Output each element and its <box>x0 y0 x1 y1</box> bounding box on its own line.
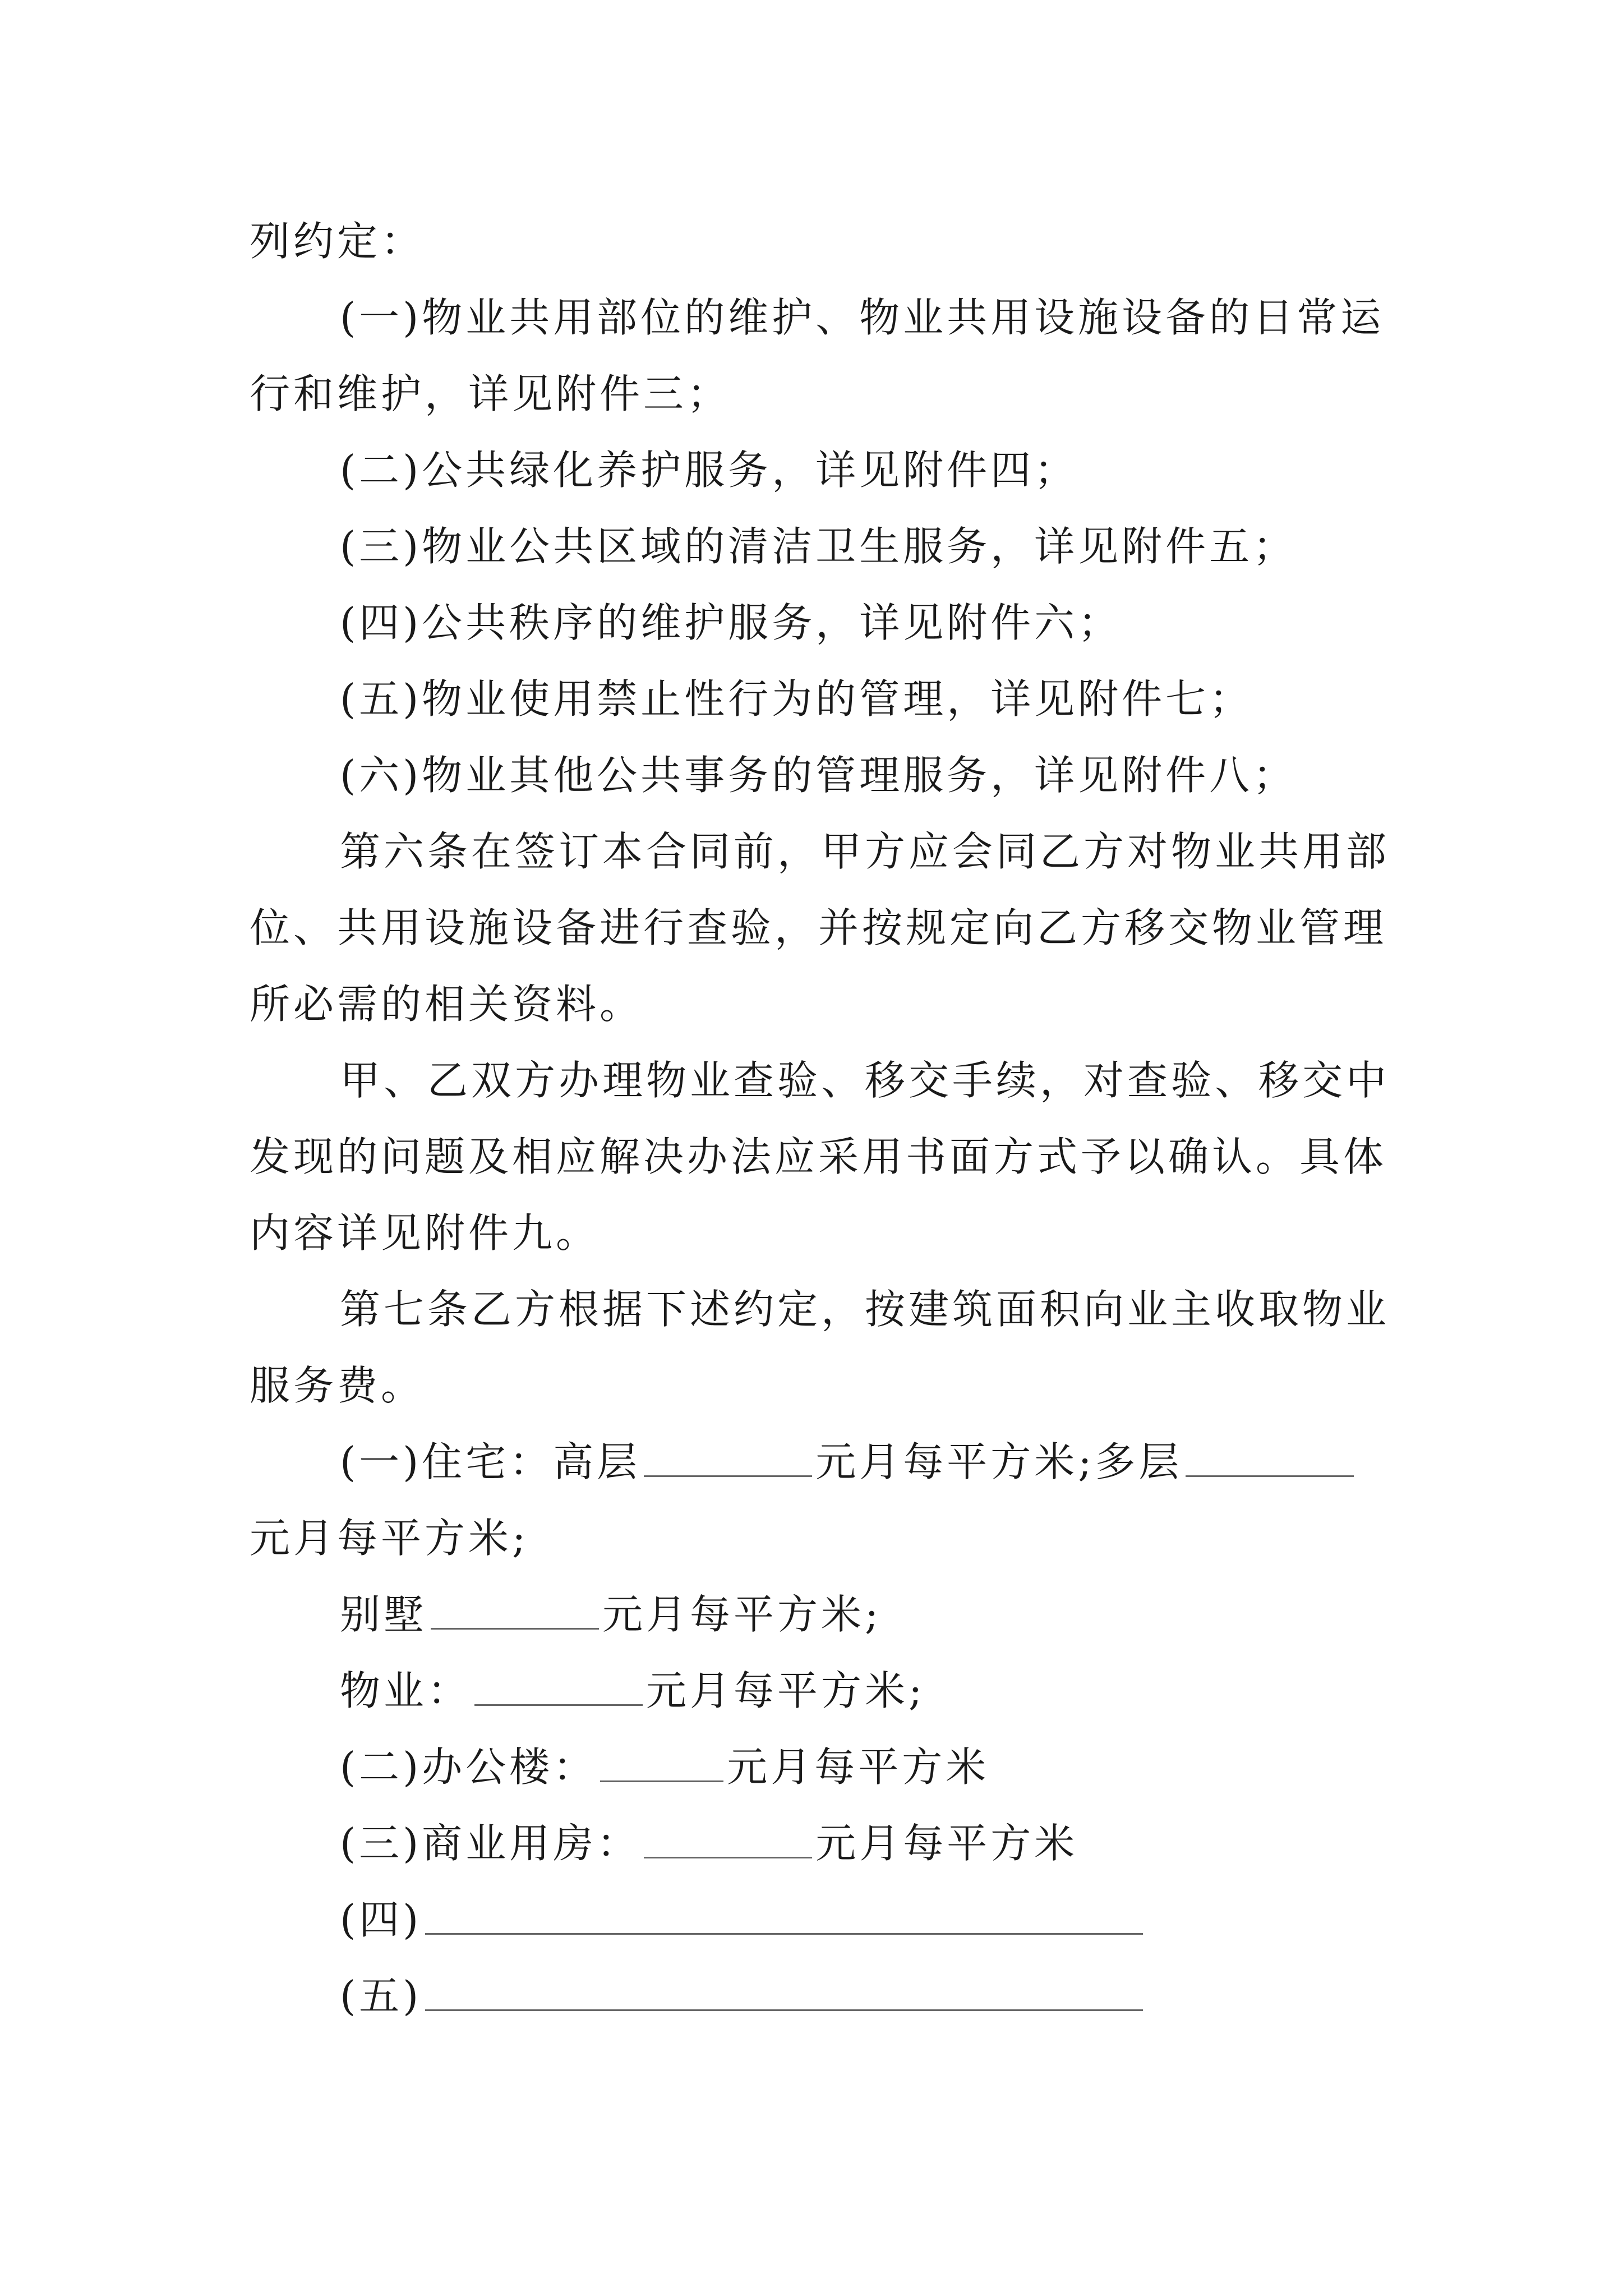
clause-item-1: (一)物业共用部位的维护、物业共用设施设备的日常运 <box>340 294 1385 341</box>
fee-commercial <box>340 1812 1078 1874</box>
fee-property <box>340 1660 925 1722</box>
text-line: 服务费。 <box>250 1362 425 1409</box>
clause-item-6: (六)物业其他公共事务的管理服务，详见附件八； <box>340 752 1297 799</box>
clause-item-2: (二)公共绿化养护服务，详见附件四； <box>340 447 1078 494</box>
fill-blank[interactable] <box>474 1665 643 1706</box>
fill-blank[interactable] <box>425 1894 1143 1935</box>
item-label: (四) <box>340 1896 422 1943</box>
fee-office <box>340 1736 989 1798</box>
text-line: 位、共用设施设备进行查验，并按规定向乙方移交物业管理 <box>250 904 1387 951</box>
fee-unit: 元月每平方米 <box>815 1820 1078 1867</box>
text-line: 发现的问题及相应解决办法应采用书面方式予以确认。具体 <box>250 1133 1387 1180</box>
fill-blank[interactable] <box>644 1436 812 1477</box>
text-line: 元月每平方米; <box>250 1515 529 1562</box>
text-line: 行和维护，详见附件三； <box>250 370 731 417</box>
fill-blank[interactable] <box>644 1818 812 1858</box>
fee-label: 物业： <box>340 1667 472 1714</box>
fee-item-5 <box>340 1965 1146 2027</box>
clause-item-5: (五)物业使用禁止性行为的管理，详见附件七； <box>340 675 1253 723</box>
fee-unit: 元月每平方米; <box>646 1667 926 1714</box>
text-line: 所必需的相关资料。 <box>250 981 644 1028</box>
text-line: 列约定： <box>250 218 425 265</box>
clause-item-3: (三)物业公共区域的清洁卫生服务，详见附件五； <box>340 523 1297 570</box>
fill-blank[interactable] <box>1186 1436 1354 1477</box>
fee-unit: 元月每平方米; <box>602 1591 882 1638</box>
fee-unit: 元月每平方米 <box>727 1743 990 1791</box>
fee-label: (一)住宅：高层 <box>340 1438 641 1485</box>
fee-item-4 <box>340 1889 1146 1950</box>
fill-blank[interactable] <box>425 1970 1143 2011</box>
item-label: (五) <box>340 1972 422 2019</box>
fee-unit: 元月每平方米;多层 <box>815 1438 1183 1485</box>
text-line: 内容详见附件九。 <box>250 1209 600 1257</box>
fee-villa <box>340 1584 882 1645</box>
fill-blank[interactable] <box>431 1589 599 1630</box>
clause-item-4: (四)公共秩序的维护服务，详见附件六； <box>340 599 1122 646</box>
paragraph: 甲、乙双方办理物业查验、移交手续，对查验、移交中 <box>340 1057 1390 1104</box>
article-7: 第七条乙方根据下述约定，按建筑面积向业主收取物业 <box>340 1286 1390 1333</box>
fee-residential <box>340 1431 1357 1493</box>
fee-label: (三)商业用房： <box>340 1820 641 1867</box>
fill-blank[interactable] <box>600 1741 723 1782</box>
article-6: 第六条在签订本合同前，甲方应会同乙方对物业共用部 <box>340 828 1390 875</box>
fee-label: (二)办公楼： <box>340 1743 597 1791</box>
fee-label: 别墅 <box>340 1591 428 1638</box>
